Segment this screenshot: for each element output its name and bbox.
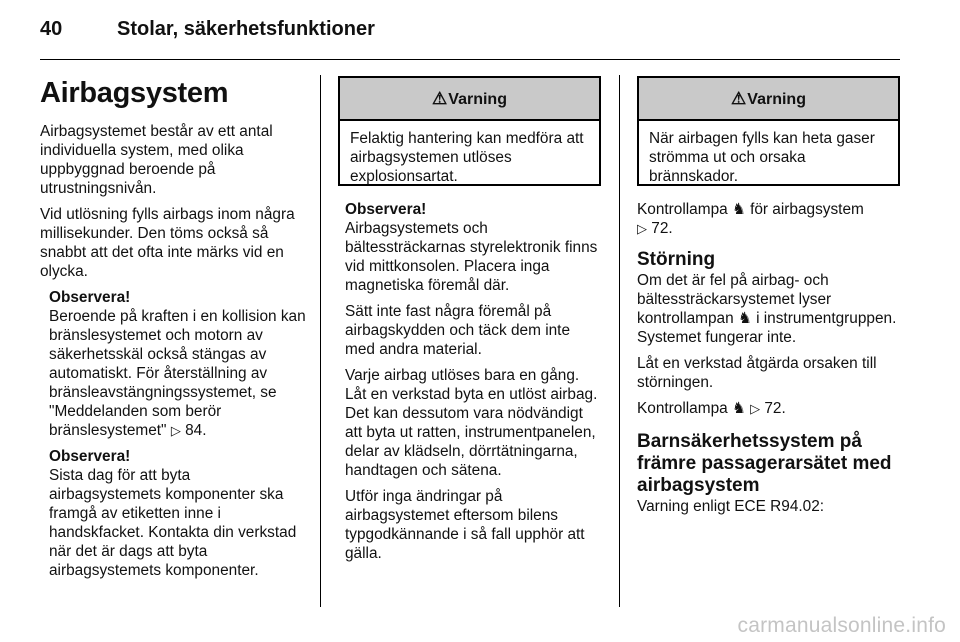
warning-header: [639, 78, 898, 121]
warning-box-2: [637, 76, 900, 186]
note-block: [345, 200, 603, 295]
section-heading-fault: Störning: [637, 249, 716, 270]
column-1: [40, 76, 306, 587]
paragraph: Utför inga ändringar på airbagsystemet eftersom bilens typgodkännande i så fall upphör att gälla.: [345, 488, 585, 562]
warning-header: [340, 78, 599, 121]
warning-text: Felaktig hantering kan medföra att airbagsystemen utlöses explosionsartat.: [350, 130, 584, 185]
page-ref: 72.: [764, 400, 786, 417]
warning-triangle-icon: ⚠: [432, 89, 448, 108]
column-divider-2: [619, 75, 620, 607]
page-ref-arrow-icon: ▷: [750, 401, 761, 416]
lamp-text: Kontrollampa: [637, 400, 728, 417]
paragraph: [637, 200, 900, 238]
paragraph: [637, 399, 900, 418]
lamp-text: för airbagsystem: [750, 201, 864, 218]
paragraph: Låt en verkstad åtgärda orsaken till störningen.: [637, 355, 877, 391]
note-text: Sista dag för att byta airbagsystemets komponenter ska framgå av etiketten inne i handskfacket. Kontakta din verkstad när det är dags att byta airbagsystemets komponenter.: [49, 467, 297, 579]
paragraph: Airbagsystemet består av ett antal individuella system, med olika uppbyggnad beroende på utrustningsnivån.: [40, 123, 273, 197]
watermark: carmanualsonline.info: [737, 614, 946, 637]
paragraph: Vid utlösning fylls airbags inom några millisekunder. Den töms också så snabbt att det ofta inte märks vid en olycka.: [40, 206, 295, 280]
column-2: [345, 200, 603, 570]
header-rule: [40, 59, 900, 60]
paragraph: Varje airbag utlöses bara en gång. Låt en verkstad byta en utlöst airbag. Det kan dessutom vara nödvändigt att byta ut ratten, instrumentpanelen, delar av klädseln, dörrtätningarna, handtagen och sätena.: [345, 367, 598, 479]
page-title: Stolar, säkerhetsfunktioner: [117, 18, 375, 40]
note-block: [49, 447, 306, 580]
fault-text: Om det är fel på airbag- och bältessträckarsystemet lyser kontrollampan: [637, 272, 832, 327]
note-text: Airbagsystemets och bältessträckarnas styrelektronik finns vid mittkonsolen. Placera inga magnetiska föremål där.: [345, 220, 598, 294]
paragraph: Varning enligt ECE R94.02:: [637, 498, 825, 515]
warning-title: Varning: [747, 91, 806, 108]
page-ref-arrow-icon: ▷: [637, 221, 647, 236]
fault-text: i instrumentgruppen. Systemet fungerar inte.: [637, 310, 897, 346]
paragraph: [637, 271, 900, 347]
section-heading-child-seat: Barnsäkerhetssystem på främre passagerarsätet med airbagsystem: [637, 431, 892, 496]
page-number: 40: [40, 18, 63, 40]
airbag-lamp-icon: ♞: [731, 201, 746, 218]
column-3: [637, 200, 900, 523]
page-ref: 72.: [651, 220, 673, 237]
note-label: Observera!: [49, 448, 131, 465]
warning-triangle-icon: ⚠: [731, 89, 747, 108]
warning-title: Varning: [448, 91, 507, 108]
warning-text: När airbagen fylls kan heta gaser strömma ut och orsaka brännskador.: [649, 130, 875, 185]
note-block: [49, 288, 306, 440]
warning-box-1: [338, 76, 601, 186]
section-heading-airbag: Airbagsystem: [40, 77, 229, 109]
lamp-text: Kontrollampa: [637, 201, 728, 218]
page-ref: 84.: [185, 422, 207, 439]
note-text: Beroende på kraften i en kollision kan bränslesystemet och motorn av säkerhetsskäl också stängas av automatiskt. För återställning av bränsleavstängningssystemet, se "Meddelanden som berör bränslesystemet": [49, 308, 306, 439]
paragraph: Sätt inte fast några föremål på airbagskydden och täck dem inte med andra material.: [345, 303, 571, 358]
note-label: Observera!: [345, 201, 427, 218]
airbag-lamp-icon: ♞: [737, 310, 752, 327]
note-label: Observera!: [49, 289, 131, 306]
page-ref-arrow-icon: ▷: [170, 423, 181, 438]
airbag-lamp-icon: ♞: [731, 400, 746, 417]
page-header: [40, 18, 375, 41]
column-divider-1: [320, 75, 321, 607]
